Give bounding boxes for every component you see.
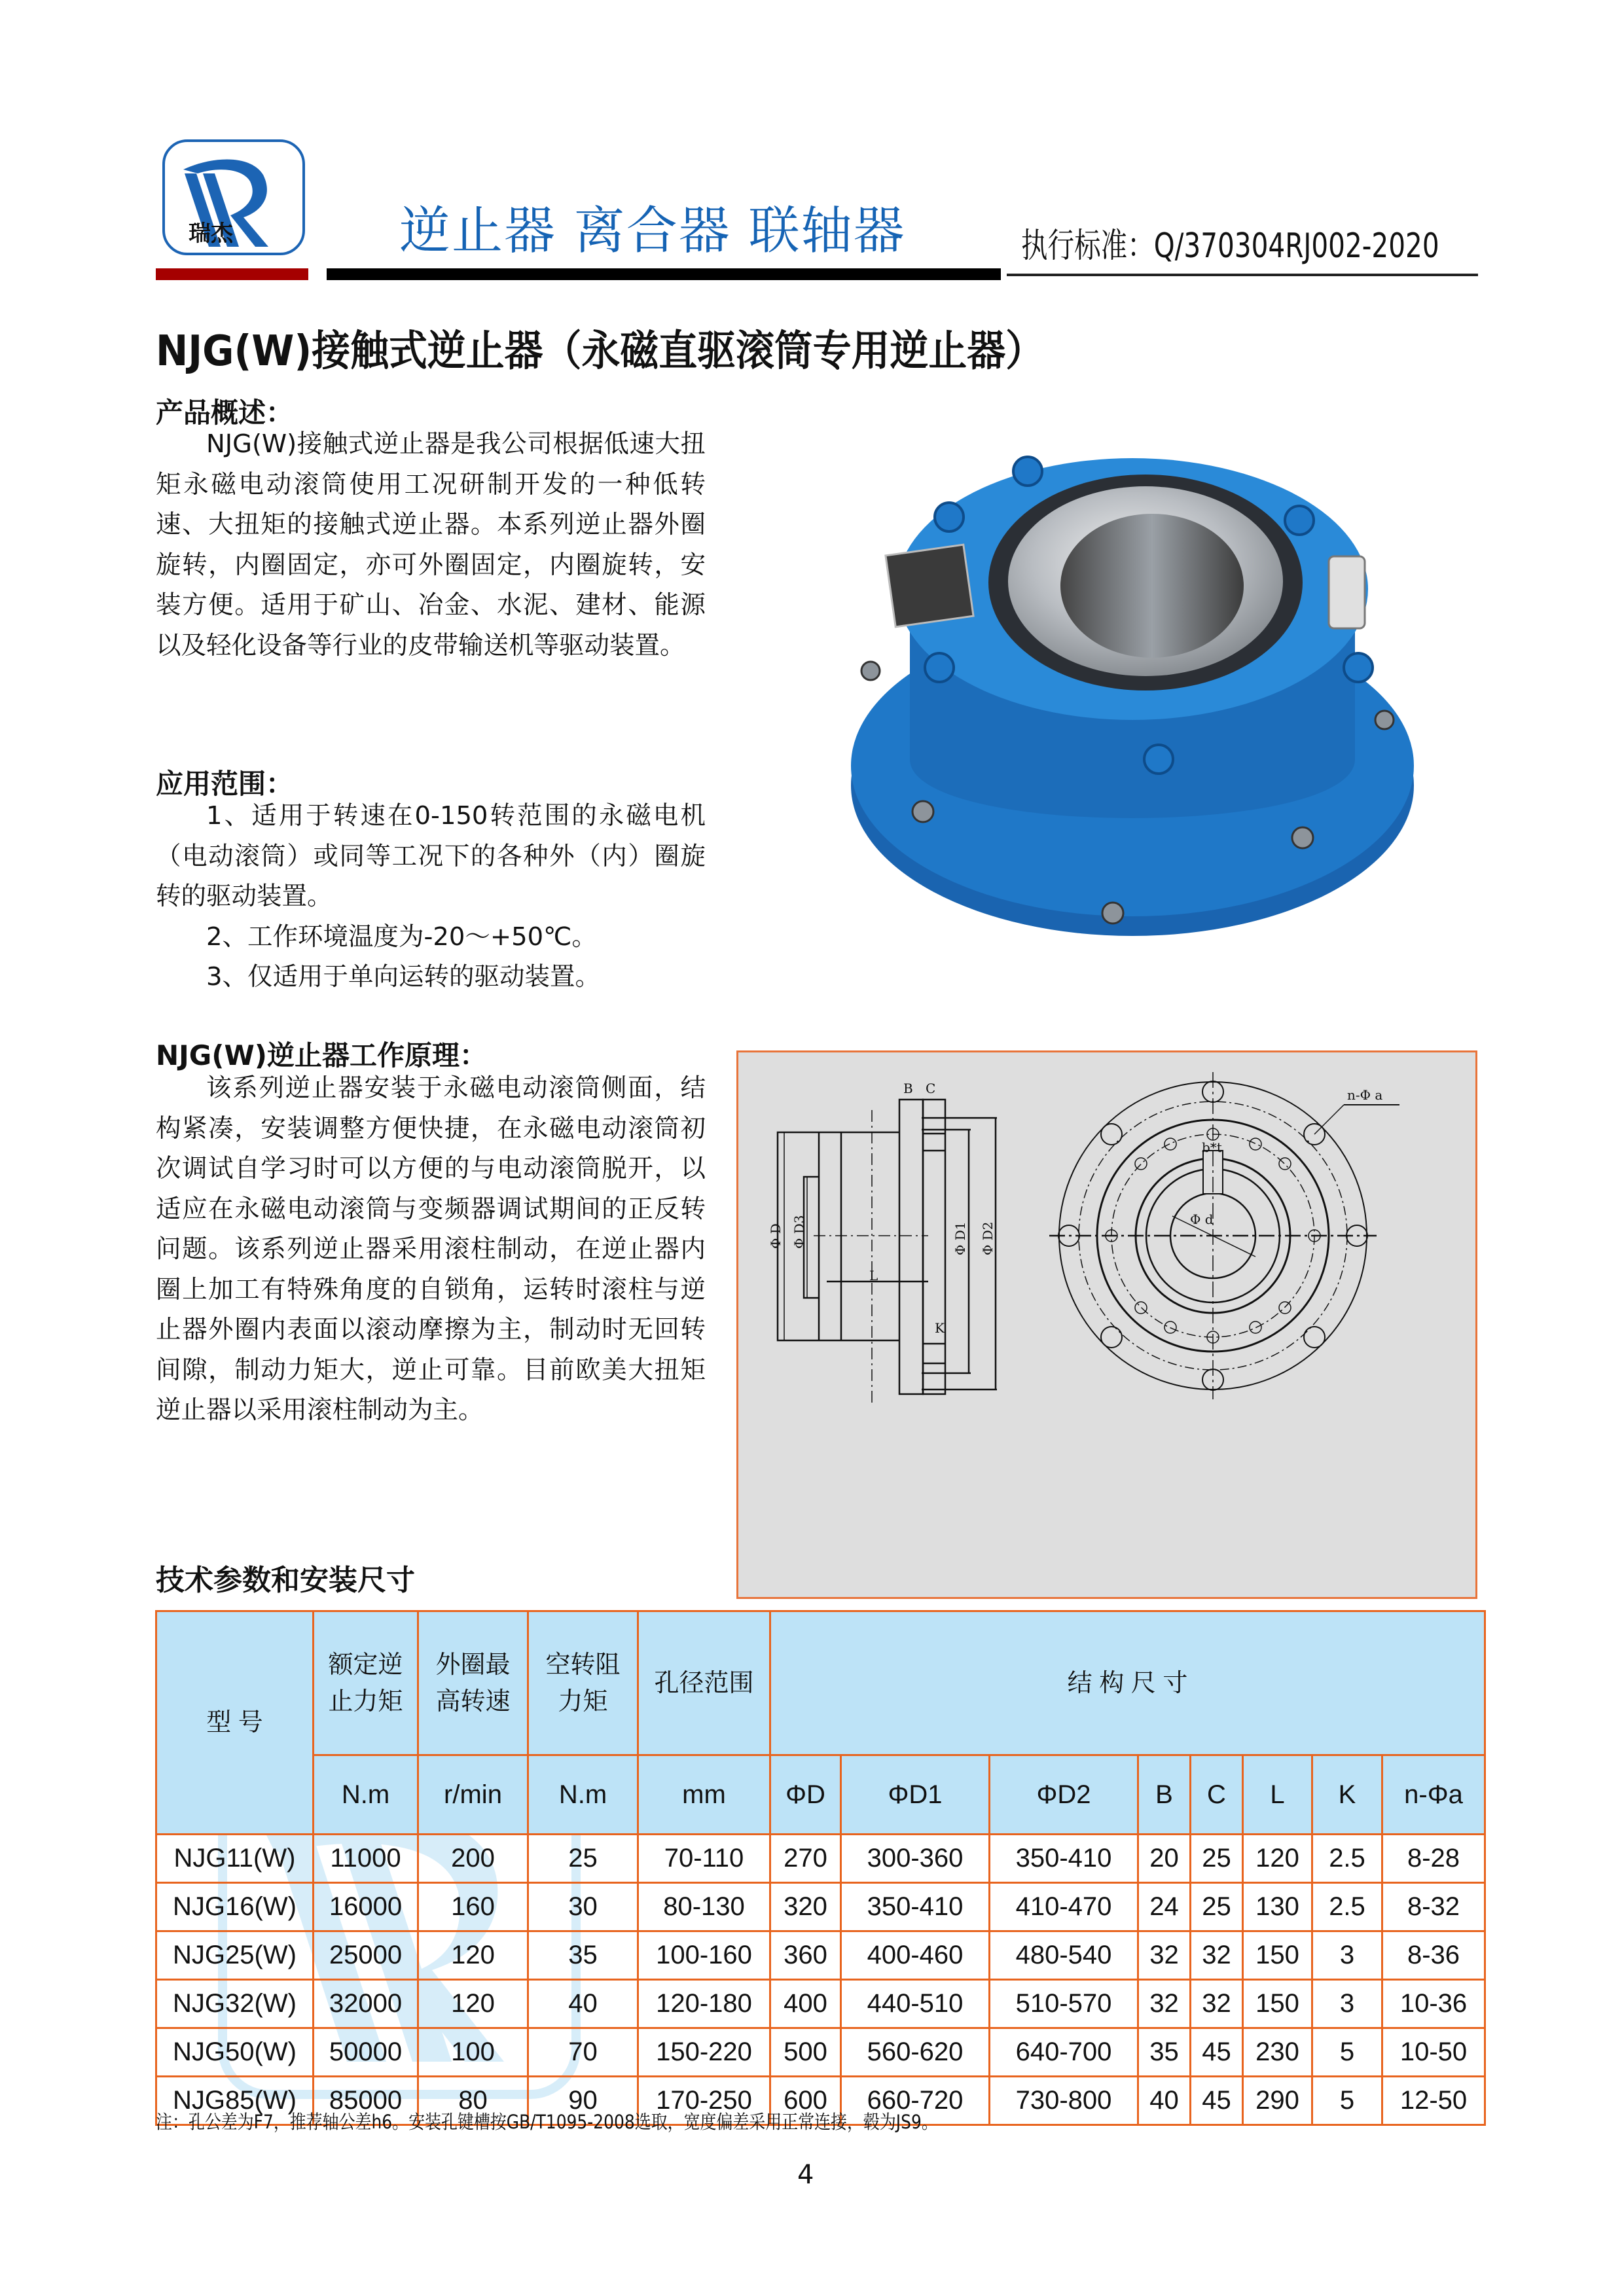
side-view-labels — [768, 1081, 996, 1336]
overview-paragraph — [156, 424, 706, 666]
table-row — [156, 1980, 1485, 2028]
label-k: K — [935, 1320, 945, 1336]
value-cell: 130 — [1243, 1883, 1312, 1931]
table-header-row — [156, 1611, 1485, 1755]
value-cell: 320 — [770, 1883, 841, 1931]
value-cell: 50000 — [314, 2028, 418, 2077]
value-cell: 30 — [528, 1883, 638, 1931]
header-bar-red — [156, 268, 308, 280]
unit-header-cell: ΦD — [770, 1755, 841, 1835]
value-cell: 8-36 — [1382, 1931, 1485, 1980]
value-cell: 32000 — [314, 1980, 418, 2028]
value-cell: 90 — [528, 2077, 638, 2125]
value-cell: 32 — [1138, 1980, 1191, 2028]
value-cell: 80 — [418, 2077, 528, 2125]
application-item: 3、仅适用于单向运转的驱动装置。 — [206, 962, 600, 992]
page-number: 4 — [797, 2160, 814, 2190]
value-cell: 10-36 — [1382, 1980, 1485, 2028]
unit-header-cell: mm — [638, 1755, 770, 1835]
value-cell: 350-410 — [841, 1883, 990, 1931]
value-cell: 70 — [528, 2028, 638, 2077]
value-cell: 150 — [1243, 1980, 1312, 2028]
unit-header-cell: ΦD2 — [990, 1755, 1138, 1835]
value-cell: 16000 — [314, 1883, 418, 1931]
logo-r-mark-icon — [165, 142, 302, 253]
value-cell: 80-130 — [638, 1883, 770, 1931]
value-cell: 160 — [418, 1883, 528, 1931]
unit-header-cell: K — [1312, 1755, 1382, 1835]
value-cell: 600 — [770, 2077, 841, 2125]
value-cell: 8-32 — [1382, 1883, 1485, 1931]
overview-text: NJG(W)接触式逆止器是我公司根据低速大扭矩永磁电动滚筒使用工况研制开发的一种低转速、大扭矩的接触式逆止器。本系列逆止器外圈旋转，内圈固定，亦可外圈固定，内圈旋转，安装方便。适用于矿山、冶金、水泥、建材、能源以及轻化设备等行业的皮带输送机等驱动装置。 — [156, 429, 706, 660]
principle-paragraph — [156, 1068, 706, 1431]
value-cell: 35 — [528, 1931, 638, 1980]
header-title: 逆止器 离合器 联轴器 — [399, 202, 906, 260]
value-cell: 25 — [1191, 1883, 1243, 1931]
header-rated-torque: 额定逆 止力矩 — [314, 1611, 418, 1755]
value-cell: 25 — [528, 1835, 638, 1883]
value-cell: 230 — [1243, 2028, 1312, 2077]
value-cell: 400-460 — [841, 1931, 990, 1980]
model-cell: NJG11(W) — [156, 1835, 314, 1883]
header-model: 型 号 — [156, 1611, 314, 1835]
value-cell: 8-28 — [1382, 1835, 1485, 1883]
unit-header-cell: n-Φa — [1382, 1755, 1485, 1835]
company-logo — [162, 139, 305, 255]
header-structure-dims: 结 构 尺 寸 — [770, 1611, 1485, 1755]
value-cell: 20 — [1138, 1835, 1191, 1883]
principle-text: 该系列逆止器安装于永磁电动滚筒侧面，结构紧凑，安装调整方便快捷，在永磁电动滚筒初次调试自学习时可以方便的与电动滚筒脱开，以适应在永磁电动滚筒与变频器调试期间的正反转问题。该系列逆止器采用滚柱制动，在逆止器内圈上加工有特殊角度的自锁角，运转时滚柱与逆止器外圈内表面以滚动摩擦为主，制动时无回转间隙，制动力矩大，逆止可靠。目前欧美大扭矩逆止器以采用滚柱制动为主。 — [156, 1073, 706, 1425]
unit-header-cell: N.m — [314, 1755, 418, 1835]
value-cell: 25 — [1191, 1835, 1243, 1883]
value-cell: 150 — [1243, 1931, 1312, 1980]
document-title: NJG(W)接触式逆止器（永磁直驱滚筒专用逆止器） — [156, 327, 1044, 376]
standard-number: 执行标准：Q/370304RJ002-2020 — [1021, 226, 1439, 266]
unit-header-cell: B — [1138, 1755, 1191, 1835]
label-phi-small-d: Φ d — [1190, 1211, 1214, 1227]
value-cell: 100-160 — [638, 1931, 770, 1980]
value-cell: 150-220 — [638, 2028, 770, 2077]
header-max-speed: 外圈最 高转速 — [418, 1611, 528, 1755]
value-cell: 480-540 — [990, 1931, 1138, 1980]
label-phi-d1: Φ D1 — [952, 1221, 968, 1255]
header-bar-black — [327, 268, 1001, 280]
value-cell: 120 — [418, 1931, 528, 1980]
label-n-phi-a: n-Φ a — [1347, 1087, 1383, 1103]
value-cell: 45 — [1191, 2028, 1243, 2077]
application-list — [156, 796, 706, 997]
overview-heading: 产品概述： — [156, 397, 294, 429]
table-row — [156, 2028, 1485, 2077]
value-cell: 350-410 — [990, 1835, 1138, 1883]
value-cell: 730-800 — [990, 2077, 1138, 2125]
table-row — [156, 1883, 1485, 1931]
value-cell: 5 — [1312, 2028, 1382, 2077]
model-cell: NJG50(W) — [156, 2028, 314, 2077]
value-cell: 35 — [1138, 2028, 1191, 2077]
value-cell: 170-250 — [638, 2077, 770, 2125]
principle-heading: NJG(W)逆止器工作原理： — [156, 1039, 487, 1071]
application-item: 1、适用于转速在0-150转范围的永磁电机（电动滚筒）或同等工况下的各种外（内）圈旋转的驱动装置。 — [156, 801, 706, 911]
table-note: 注：孔公差为F7，推荐轴公差h6。安装孔键槽按GB/T1095-2008选取，宽度偏差采用正常连接，毂为JS9。 — [156, 2111, 938, 2133]
value-cell: 40 — [1138, 2077, 1191, 2125]
value-cell: 12-50 — [1382, 2077, 1485, 2125]
value-cell: 40 — [528, 1980, 638, 2028]
header-bore-range: 孔径范围 — [638, 1611, 770, 1755]
table-body — [156, 1835, 1485, 2125]
value-cell: 3 — [1312, 1931, 1382, 1980]
header-rule — [1007, 274, 1478, 276]
unit-header-cell: L — [1243, 1755, 1312, 1835]
value-cell: 120 — [1243, 1835, 1312, 1883]
value-cell: 410-470 — [990, 1883, 1138, 1931]
product-photo — [831, 419, 1434, 969]
value-cell: 32 — [1138, 1931, 1191, 1980]
table-unit-row — [156, 1755, 1485, 1835]
value-cell: 85000 — [314, 2077, 418, 2125]
value-cell: 2.5 — [1312, 1883, 1382, 1931]
value-cell: 300-360 — [841, 1835, 990, 1883]
value-cell: 440-510 — [841, 1980, 990, 2028]
table-row — [156, 1931, 1485, 1980]
value-cell: 400 — [770, 1980, 841, 2028]
value-cell: 32 — [1191, 1980, 1243, 2028]
value-cell: 70-110 — [638, 1835, 770, 1883]
unit-header-cell: N.m — [528, 1755, 638, 1835]
value-cell: 2.5 — [1312, 1835, 1382, 1883]
unit-header-cell: C — [1191, 1755, 1243, 1835]
value-cell: 360 — [770, 1931, 841, 1980]
model-cell: NJG32(W) — [156, 1980, 314, 2028]
label-b: B — [903, 1081, 913, 1096]
label-c: C — [926, 1081, 936, 1096]
value-cell: 560-620 — [841, 2028, 990, 2077]
front-view — [1049, 1072, 1399, 1399]
value-cell: 270 — [770, 1835, 841, 1883]
value-cell: 640-700 — [990, 2028, 1138, 2077]
header-idle-torque: 空转阻 力矩 — [528, 1611, 638, 1755]
value-cell: 200 — [418, 1835, 528, 1883]
specs-heading: 技术参数和安装尺寸 — [156, 1564, 415, 1597]
model-cell: NJG16(W) — [156, 1883, 314, 1931]
value-cell: 24 — [1138, 1883, 1191, 1931]
value-cell: 32 — [1191, 1931, 1243, 1980]
label-l: L — [869, 1268, 878, 1283]
value-cell: 45 — [1191, 2077, 1243, 2125]
model-cell: NJG25(W) — [156, 1931, 314, 1980]
dimension-drawing — [736, 1050, 1477, 1599]
model-cell: NJG85(W) — [156, 2077, 314, 2125]
label-b-t: b*t — [1202, 1139, 1222, 1155]
value-cell: 3 — [1312, 1980, 1382, 2028]
logo-text: 瑞杰 — [189, 221, 233, 247]
value-cell: 120 — [418, 1980, 528, 2028]
value-cell: 5 — [1312, 2077, 1382, 2125]
value-cell: 10-50 — [1382, 2028, 1485, 2077]
value-cell: 120-180 — [638, 1980, 770, 2028]
application-heading: 应用范围： — [156, 768, 294, 800]
application-item: 2、工作环境温度为-20～+50℃。 — [206, 922, 597, 952]
label-phi-d2: Φ D2 — [980, 1221, 996, 1255]
value-cell: 25000 — [314, 1931, 418, 1980]
specs-table — [155, 1610, 1486, 2126]
label-phi-d3: Φ D3 — [791, 1215, 807, 1249]
value-cell: 660-720 — [841, 2077, 990, 2125]
value-cell: 11000 — [314, 1835, 418, 1883]
value-cell: 510-570 — [990, 1980, 1138, 2028]
value-cell: 500 — [770, 2028, 841, 2077]
unit-header-cell: ΦD1 — [841, 1755, 990, 1835]
value-cell: 290 — [1243, 2077, 1312, 2125]
table-row — [156, 1835, 1485, 1883]
label-phi-d: Φ D — [768, 1223, 784, 1249]
unit-header-cell: r/min — [418, 1755, 528, 1835]
value-cell: 100 — [418, 2028, 528, 2077]
